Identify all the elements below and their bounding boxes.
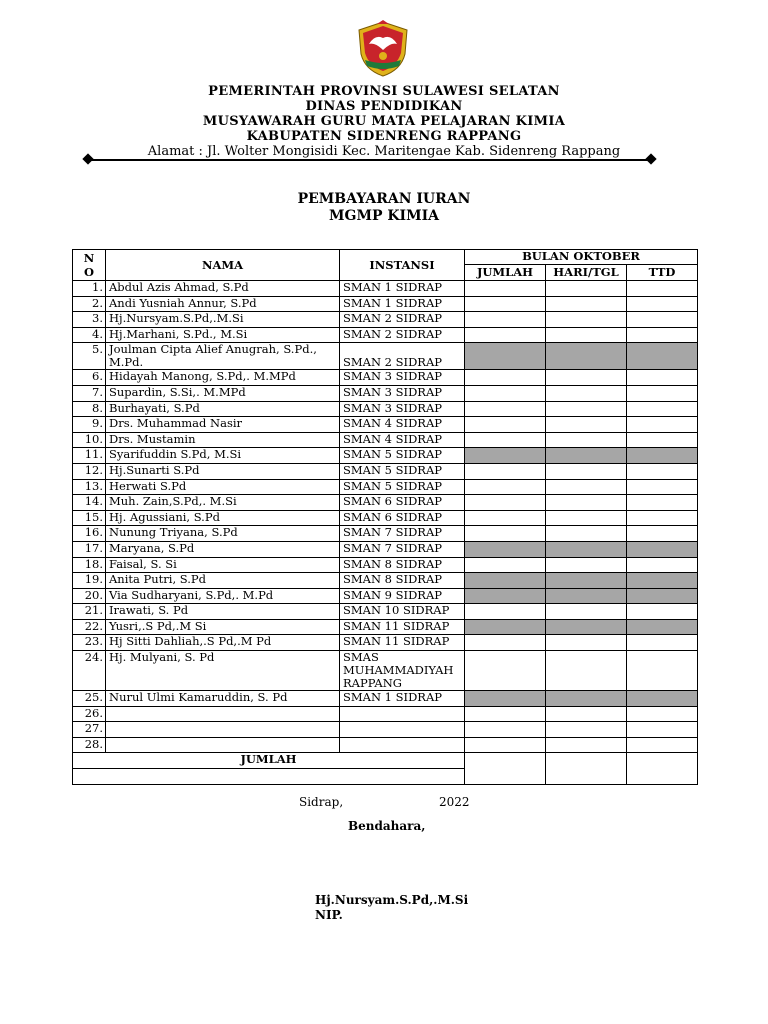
row-number: 1. xyxy=(73,281,106,297)
row-ttd xyxy=(627,327,698,343)
total-row xyxy=(73,753,698,769)
row-jumlah xyxy=(465,526,546,542)
row-nama: Drs. Mustamin xyxy=(106,432,340,448)
table-row xyxy=(73,651,698,691)
row-jumlah xyxy=(465,588,546,604)
row-number: 6. xyxy=(73,370,106,386)
row-jumlah xyxy=(465,691,546,707)
row-ttd xyxy=(627,296,698,312)
row-nama: Hj Sitti Dahliah,.S Pd,.M Pd xyxy=(106,635,340,651)
row-hari xyxy=(546,722,627,738)
footer-place: Sidrap, xyxy=(299,795,344,809)
blank-cell xyxy=(73,769,465,785)
row-instansi: SMAN 11 SIDRAP xyxy=(340,635,465,651)
header-no: N O xyxy=(73,250,106,281)
table-row xyxy=(73,370,698,386)
row-number: 26. xyxy=(73,706,106,722)
row-ttd xyxy=(627,619,698,635)
table-row xyxy=(73,479,698,495)
row-jumlah xyxy=(465,722,546,738)
row-jumlah xyxy=(465,448,546,464)
row-ttd xyxy=(627,495,698,511)
table-row xyxy=(73,706,698,722)
table-row xyxy=(73,463,698,479)
total-hari xyxy=(546,753,627,784)
row-ttd xyxy=(627,526,698,542)
table-row xyxy=(73,343,698,370)
row-instansi: SMAN 9 SIDRAP xyxy=(340,588,465,604)
row-jumlah xyxy=(465,573,546,589)
row-jumlah xyxy=(465,370,546,386)
row-jumlah xyxy=(465,557,546,573)
table-row xyxy=(73,619,698,635)
row-instansi: SMAN 4 SIDRAP xyxy=(340,432,465,448)
row-nama xyxy=(106,722,340,738)
footer-role: Bendahara, xyxy=(348,819,426,833)
row-number: 9. xyxy=(73,417,106,433)
row-jumlah xyxy=(465,495,546,511)
table-row xyxy=(73,737,698,753)
row-ttd xyxy=(627,510,698,526)
row-jumlah xyxy=(465,401,546,417)
row-ttd xyxy=(627,385,698,401)
row-jumlah xyxy=(465,296,546,312)
row-hari xyxy=(546,588,627,604)
table-row xyxy=(73,604,698,620)
row-nama: Muh. Zain,S.Pd,. M.Si xyxy=(106,495,340,511)
row-ttd xyxy=(627,432,698,448)
row-nama: Hidayah Manong, S.Pd,. M.MPd xyxy=(106,370,340,386)
row-nama: Hj. Mulyani, S. Pd xyxy=(106,651,340,691)
row-ttd xyxy=(627,541,698,557)
row-instansi: SMAN 3 SIDRAP xyxy=(340,385,465,401)
row-instansi: SMAN 1 SIDRAP xyxy=(340,281,465,297)
table-row xyxy=(73,448,698,464)
row-ttd xyxy=(627,343,698,370)
row-nama: Irawati, S. Pd xyxy=(106,604,340,620)
signatory-nip: NIP. xyxy=(315,908,343,922)
signatory-name: Hj.Nursyam.S.Pd,.M.Si xyxy=(315,893,469,907)
row-nama: Nurul Ulmi Kamaruddin, S. Pd xyxy=(106,691,340,707)
row-hari xyxy=(546,706,627,722)
row-nama: Burhayati, S.Pd xyxy=(106,401,340,417)
row-nama: Faisal, S. Si xyxy=(106,557,340,573)
table-row xyxy=(73,312,698,328)
row-hari xyxy=(546,526,627,542)
row-instansi: SMAN 10 SIDRAP xyxy=(340,604,465,620)
table-row xyxy=(73,417,698,433)
row-instansi: SMAN 8 SIDRAP xyxy=(340,573,465,589)
row-instansi: SMAN 1 SIDRAP xyxy=(340,691,465,707)
row-hari xyxy=(546,312,627,328)
row-number: 12. xyxy=(73,463,106,479)
row-jumlah xyxy=(465,737,546,753)
row-number: 11. xyxy=(73,448,106,464)
row-ttd xyxy=(627,722,698,738)
row-hari xyxy=(546,479,627,495)
row-jumlah xyxy=(465,281,546,297)
table-row xyxy=(73,281,698,297)
row-nama: Supardin, S.Si,. M.MPd xyxy=(106,385,340,401)
row-nama: Syarifuddin S.Pd, M.Si xyxy=(106,448,340,464)
row-hari xyxy=(546,432,627,448)
row-jumlah xyxy=(465,327,546,343)
row-hari xyxy=(546,495,627,511)
letterhead-address: Alamat : Jl. Wolter Mongisidi Kec. Maritengae Kab. Sidenreng Rappang xyxy=(147,144,621,159)
row-number: 7. xyxy=(73,385,106,401)
row-nama: Hj.Marhani, S.Pd., M.Si xyxy=(106,327,340,343)
row-ttd xyxy=(627,281,698,297)
table-row xyxy=(73,691,698,707)
row-hari xyxy=(546,557,627,573)
row-jumlah xyxy=(465,343,546,370)
row-number: 23. xyxy=(73,635,106,651)
row-hari xyxy=(546,510,627,526)
total-jumlah xyxy=(465,753,546,784)
row-jumlah xyxy=(465,312,546,328)
row-hari xyxy=(546,417,627,433)
row-ttd xyxy=(627,370,698,386)
row-nama: Hj. Agussiani, S.Pd xyxy=(106,510,340,526)
row-ttd xyxy=(627,463,698,479)
row-number: 28. xyxy=(73,737,106,753)
table-row xyxy=(73,432,698,448)
row-number: 20. xyxy=(73,588,106,604)
table-row xyxy=(73,635,698,651)
row-hari xyxy=(546,737,627,753)
row-ttd xyxy=(627,417,698,433)
row-hari xyxy=(546,619,627,635)
row-number: 22. xyxy=(73,619,106,635)
row-number: 8. xyxy=(73,401,106,417)
header-jumlah: JUMLAH xyxy=(465,264,546,280)
row-number: 21. xyxy=(73,604,106,620)
row-jumlah xyxy=(465,635,546,651)
row-instansi xyxy=(340,706,465,722)
table-row xyxy=(73,385,698,401)
row-number: 13. xyxy=(73,479,106,495)
row-instansi: SMAN 2 SIDRAP xyxy=(340,343,465,370)
row-hari xyxy=(546,651,627,691)
row-ttd xyxy=(627,737,698,753)
row-ttd xyxy=(627,651,698,691)
table-row xyxy=(73,722,698,738)
table-row xyxy=(73,541,698,557)
row-hari xyxy=(546,604,627,620)
letterhead-rule xyxy=(88,159,652,161)
row-ttd xyxy=(627,448,698,464)
row-nama: Abdul Azis Ahmad, S.Pd xyxy=(106,281,340,297)
table-row xyxy=(73,401,698,417)
row-number: 18. xyxy=(73,557,106,573)
row-nama: Andi Yusniah Annur, S.Pd xyxy=(106,296,340,312)
row-hari xyxy=(546,296,627,312)
row-hari xyxy=(546,327,627,343)
row-instansi xyxy=(340,737,465,753)
row-jumlah xyxy=(465,417,546,433)
table-body xyxy=(73,281,698,785)
row-nama: Hj.Nursyam.S.Pd,.M.Si xyxy=(106,312,340,328)
row-instansi: SMAN 11 SIDRAP xyxy=(340,619,465,635)
row-hari xyxy=(546,541,627,557)
row-jumlah xyxy=(465,432,546,448)
row-number: 25. xyxy=(73,691,106,707)
row-number: 16. xyxy=(73,526,106,542)
row-nama: Joulman Cipta Alief Anugrah, S.Pd., M.Pd. xyxy=(106,343,340,370)
row-ttd xyxy=(627,588,698,604)
row-instansi: SMAS MUHAMMADIYAH RAPPANG xyxy=(340,651,465,691)
row-jumlah xyxy=(465,479,546,495)
row-jumlah xyxy=(465,463,546,479)
row-instansi: SMAN 5 SIDRAP xyxy=(340,448,465,464)
total-label: JUMLAH xyxy=(73,753,465,769)
row-hari xyxy=(546,635,627,651)
row-instansi: SMAN 7 SIDRAP xyxy=(340,541,465,557)
table-row xyxy=(73,495,698,511)
row-nama: Anita Putri, S.Pd xyxy=(106,573,340,589)
letterhead-line-2: DINAS PENDIDIKAN xyxy=(305,99,463,114)
table-row xyxy=(73,573,698,589)
row-ttd xyxy=(627,401,698,417)
row-ttd xyxy=(627,479,698,495)
row-nama: Hj.Sunarti S.Pd xyxy=(106,463,340,479)
table-row xyxy=(73,296,698,312)
document-subtitle: MGMP KIMIA xyxy=(329,208,439,224)
row-hari xyxy=(546,281,627,297)
table-row xyxy=(73,327,698,343)
row-instansi: SMAN 1 SIDRAP xyxy=(340,296,465,312)
row-instansi: SMAN 7 SIDRAP xyxy=(340,526,465,542)
row-hari xyxy=(546,573,627,589)
row-nama: Yusri,.S Pd,.M Si xyxy=(106,619,340,635)
row-number: 19. xyxy=(73,573,106,589)
row-ttd xyxy=(627,691,698,707)
row-instansi: SMAN 3 SIDRAP xyxy=(340,401,465,417)
row-instansi: SMAN 2 SIDRAP xyxy=(340,327,465,343)
row-nama xyxy=(106,737,340,753)
row-ttd xyxy=(627,557,698,573)
table-row xyxy=(73,557,698,573)
header-instansi: INSTANSI xyxy=(340,250,465,281)
row-instansi: SMAN 3 SIDRAP xyxy=(340,370,465,386)
header-hari: HARI/TGL xyxy=(546,264,627,280)
footer-year: 2022 xyxy=(439,795,470,809)
row-nama: Drs. Muhammad Nasir xyxy=(106,417,340,433)
row-jumlah xyxy=(465,541,546,557)
row-instansi xyxy=(340,722,465,738)
row-instansi: SMAN 6 SIDRAP xyxy=(340,495,465,511)
row-number: 3. xyxy=(73,312,106,328)
header-nama: NAMA xyxy=(106,250,340,281)
row-hari xyxy=(546,448,627,464)
row-instansi: SMAN 6 SIDRAP xyxy=(340,510,465,526)
payment-table xyxy=(72,249,698,785)
row-instansi: SMAN 5 SIDRAP xyxy=(340,479,465,495)
row-jumlah xyxy=(465,510,546,526)
row-ttd xyxy=(627,312,698,328)
row-jumlah xyxy=(465,651,546,691)
header-bulan: BULAN OKTOBER xyxy=(465,250,698,265)
row-hari xyxy=(546,343,627,370)
row-ttd xyxy=(627,573,698,589)
row-number: 15. xyxy=(73,510,106,526)
row-jumlah xyxy=(465,619,546,635)
letterhead-line-3: MUSYAWARAH GURU MATA PELAJARAN KIMIA xyxy=(202,114,566,129)
total-ttd xyxy=(627,753,698,784)
row-jumlah xyxy=(465,385,546,401)
row-nama: Maryana, S.Pd xyxy=(106,541,340,557)
row-ttd xyxy=(627,635,698,651)
row-nama: Nunung Triyana, S.Pd xyxy=(106,526,340,542)
row-number: 27. xyxy=(73,722,106,738)
row-number: 10. xyxy=(73,432,106,448)
row-hari xyxy=(546,463,627,479)
row-nama: Herwati S.Pd xyxy=(106,479,340,495)
row-ttd xyxy=(627,706,698,722)
row-ttd xyxy=(627,604,698,620)
header-ttd: TTD xyxy=(627,264,698,280)
row-number: 24. xyxy=(73,651,106,691)
row-number: 4. xyxy=(73,327,106,343)
row-nama xyxy=(106,706,340,722)
row-nama: Via Sudharyani, S.Pd,. M.Pd xyxy=(106,588,340,604)
letterhead-line-4: KABUPATEN SIDENRENG RAPPANG xyxy=(246,129,522,144)
row-number: 2. xyxy=(73,296,106,312)
row-jumlah xyxy=(465,706,546,722)
row-instansi: SMAN 4 SIDRAP xyxy=(340,417,465,433)
row-hari xyxy=(546,401,627,417)
row-hari xyxy=(546,385,627,401)
row-hari xyxy=(546,370,627,386)
row-jumlah xyxy=(465,604,546,620)
row-instansi: SMAN 2 SIDRAP xyxy=(340,312,465,328)
table-row xyxy=(73,588,698,604)
document-title: PEMBAYARAN IURAN xyxy=(297,191,471,207)
row-instansi: SMAN 5 SIDRAP xyxy=(340,463,465,479)
letterhead-line-1: PEMERINTAH PROVINSI SULAWESI SELATAN xyxy=(208,84,560,99)
row-number: 5. xyxy=(73,343,106,370)
table-row xyxy=(73,526,698,542)
row-hari xyxy=(546,691,627,707)
row-number: 17. xyxy=(73,541,106,557)
table-row xyxy=(73,510,698,526)
provincial-emblem-logo xyxy=(355,20,411,78)
row-instansi: SMAN 8 SIDRAP xyxy=(340,557,465,573)
row-number: 14. xyxy=(73,495,106,511)
